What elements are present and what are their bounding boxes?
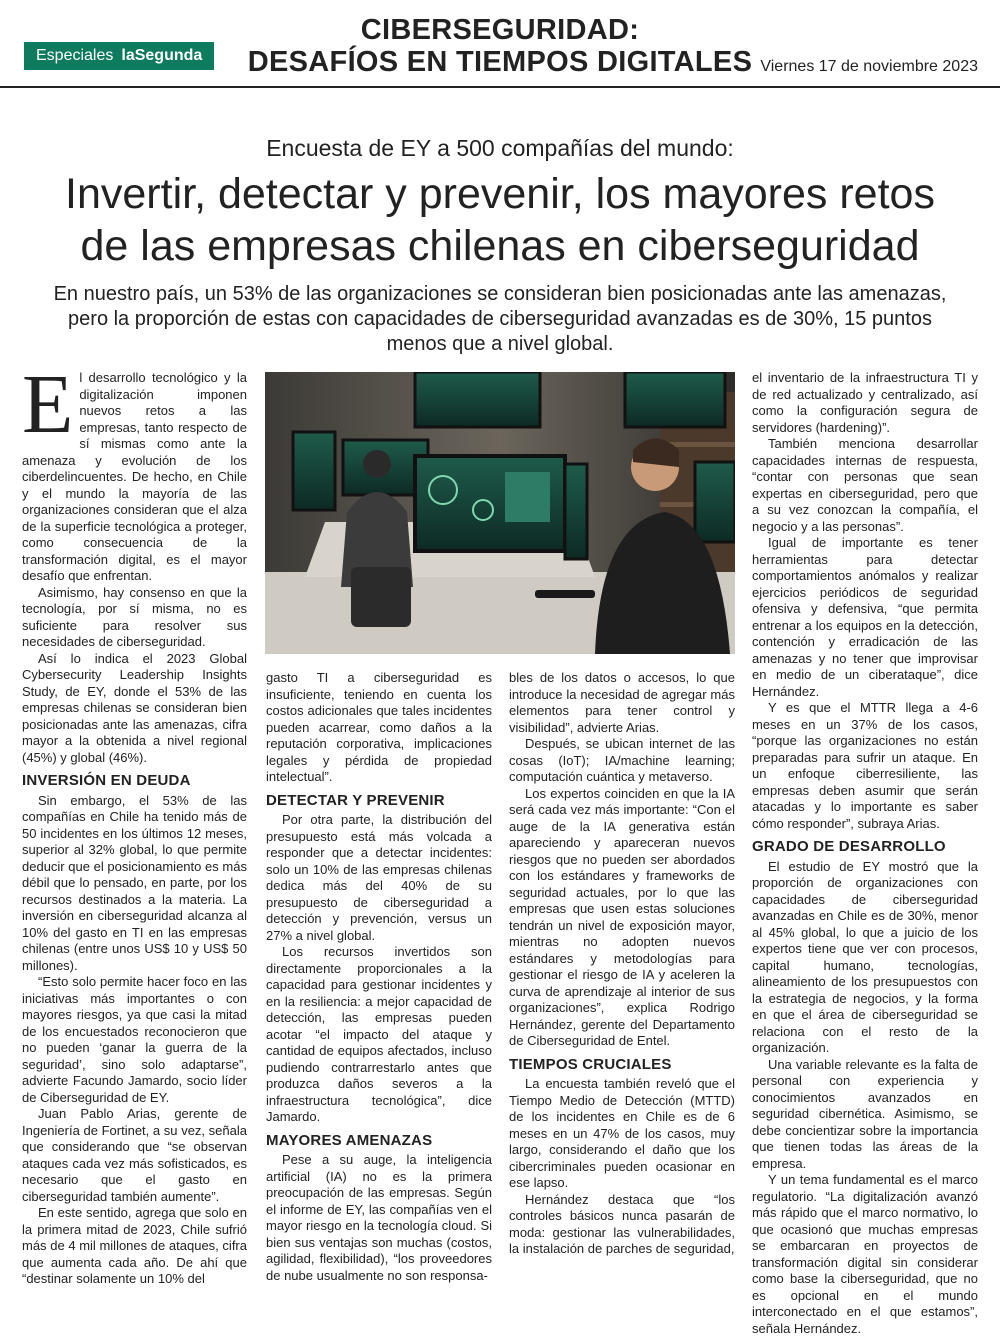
section-title-line2: DESAFÍOS EN TIEMPOS DIGITALES bbox=[247, 46, 753, 78]
article-column-4 bbox=[752, 370, 978, 1337]
article-photo bbox=[265, 372, 735, 654]
office-security-scene-illustration bbox=[265, 372, 735, 654]
paragraph: Por otra parte, la distribución del presupuesto está más volcada a responder que a detectar incidentes: solo un 10% de las empresas chilenas dedica más del 40% de su presupuesto de ciberseguridad a detección y prevención, versus un 27% a nivel global. bbox=[266, 812, 492, 943]
brand-prefix: Especiales bbox=[36, 47, 114, 64]
paragraph: Pese a su auge, la inteligencia artificial (IA) no es la primera preocupación de las empresas. Según el informe de EY, las compañías ven el mayor riesgo en la tecnología cloud. Si bien sus ventajas son muchas (costos, agilidad, flexibilidad), “los proveedores de nube usualmente no son responsa- bbox=[266, 1152, 492, 1283]
paragraph: Así lo indica el 2023 Global Cybersecurity Leadership Insights Study, de EY, donde el 53% de las empresas chilenas se consideran bien posicionadas ante las amenazas, cifra mayor a la obtenida a nivel regional (45%) y global (46%). bbox=[22, 650, 247, 765]
paragraph: Juan Pablo Arias, gerente de Ingeniería de Fortinet, a su vez, señala que considerando que “se observan ataques cada vez más sofisticados, es necesario que el gasto en ciberseguridad también aumente”. bbox=[22, 1106, 247, 1204]
subheading-tiempos: TIEMPOS CRUCIALES bbox=[509, 1055, 672, 1073]
issue-date: Viernes 17 de noviembre 2023 bbox=[760, 58, 978, 75]
paragraph: El estudio de EY mostró que la proporción de organizaciones con capacidades de ciberseguridad avanzadas en Chile es de 30%, menor al 45% global, lo que a juicio de los expertos tiene que ver con procesos, capital humano, tecnologías, alineamiento de los presupuestos con la estrategia de negocios, y la forma en que el área de ciberseguridad se relaciona con el resto de la organización. bbox=[752, 858, 978, 1055]
drop-cap: E bbox=[22, 358, 74, 451]
brand-badge[interactable] bbox=[24, 42, 214, 70]
paragraph: Los expertos coinciden en que la IA será cada vez más importante: “Con el auge de la IA generativa están apareciendo y apareceran nuevos riesgos que no pueden ser abordados con los estándares y frameworks de seguridad actuales, por lo que las empresas que usen estas soluciones tendrán un nivel de exposición mayor, mientras no adopten nuevos estándares y metodologías para gestionar el riesgo de IA y aceleren la curva de aprendizaje al interior de sus organizaciones”, explica Rodrigo Hernández, gerente del Departamento de Ciberseguridad de Entel. bbox=[509, 785, 735, 1048]
article-column-3 bbox=[509, 670, 735, 1258]
paragraph: Sin embargo, el 53% de las compañías en Chile ha tenido más de 50 incidentes en los últimos 12 meses, superior al 32% global, lo que permite deducir que el posicionamiento es más débil que lo pensado, en parte, por los recursos destinados a la materia. La inversión en ciberseguridad alcanza al 10% del gasto en TI en las empresas chilenas (entre unos US$ 10 y US$ 50 millones). bbox=[22, 792, 247, 973]
brand-name: laSegunda bbox=[121, 47, 203, 64]
paragraph: Después, se ubican internet de las cosas (IoT); IA/machine learning; computación cuántica y metaverso. bbox=[509, 736, 735, 784]
paragraph: Hernández destaca que “los controles básicos nunca pasarán de moda: gestionar las vulnerabilidades, la instalación de parches de seguridad, bbox=[509, 1191, 735, 1256]
article-kicker: Encuesta de EY a 500 compañías del mundo: bbox=[266, 135, 734, 161]
paragraph: gasto TI a ciberseguridad es insuficiente, teniendo en cuenta los costos adicionales que tales incidentes pueden acarrear, como daños a la reputación corporativa, implicaciones legales y pérdida de propiedad intelectual”. bbox=[266, 670, 492, 784]
subheading-grado: GRADO DE DESARROLLO bbox=[752, 838, 946, 855]
paragraph: el inventario de la infraestructura TI y de red actualizado y centralizado, así como la configuración segura de servidores (hardening)”. bbox=[752, 370, 978, 435]
subheading-inversion: INVERSIÓN EN DEUDA bbox=[22, 772, 191, 789]
article-column-1 bbox=[22, 358, 247, 1288]
subheading-detectar: DETECTAR Y PREVENIR bbox=[266, 791, 445, 809]
paragraph: También menciona desarrollar capacidades internas de respuesta, “contar con personas que sean expertas en ciberseguridad, pero que a su vez conozcan la compañía, el negocio y a las personas”. bbox=[752, 436, 978, 534]
paragraph: En este sentido, agrega que solo en la primera mitad de 2023, Chile sufrió más de 4 mil millones de ataques, cifra que aumenta cada año. De ahí que “destinar solamente un 10% del bbox=[22, 1205, 247, 1286]
article-column-2 bbox=[266, 670, 492, 1284]
subheading-amenazas: MAYORES AMENAZAS bbox=[266, 1131, 433, 1149]
paragraph: La encuesta también reveló que el Tiempo Medio de Detección (MTTD) de los incidentes en Chile es de 6 meses en un 47% de los casos, muy largo, considerando el daño que los cibercriminales pueden ocasionar en ese lapso. bbox=[509, 1076, 735, 1190]
paragraph: Los recursos invertidos son directamente proporcionales a la capacidad para gestionar incidentes y en la resiliencia: a mejor capacidad de detección, las empresas pueden acotar “el impacto del ataque y cantidad de equipos afectados, incluso pudiendo contrarrestarlo antes que produzca daños severos a la infraestructura tecnológica”, dice Jamardo. bbox=[266, 944, 492, 1124]
paragraph: l desarrollo tecnológico y la digitalización imponen nuevos retos a las empresas, tanto respecto de sí mismas como ante la amenaza y evolución de los ciberdelincuentes. De hecho, en Chile y el mundo la mayoría de las organizaciones consideran que el alza de la superficie tecnológica a proteger, como consecuencia de la transformación digital, es el mayor desafío que enfrentan. bbox=[22, 370, 247, 583]
article-deck: En nuestro país, un 53% de las organizaciones se consideran bien posicionadas ante las amenazas, pero la proporción de estas con capacidades de ciberseguridad avanzadas es de 30%, 15 puntos menos que a nivel global. bbox=[53, 283, 947, 355]
headline-line2: de las empresas chilenas en ciberseguridad bbox=[80, 222, 920, 270]
paragraph: bles de los datos o accesos, lo que introduce la necesidad de agregar más elementos para tener control y visibilidad”, advierte Arias. bbox=[509, 670, 735, 735]
paragraph: Una variable relevante es la falta de personal con experiencia y conocimientos avanzados en seguridad cibernética. Asimismo, se debe concientizar sobre la importancia que tienen todas las áreas de la empresa. bbox=[752, 1056, 978, 1171]
paragraph: “Esto solo permite hacer foco en las iniciativas más importantes o con mayores riesgos, ya que casi la mitad de los encuestados reconocieron que no pueden ‘ganar la guerra de la seguridad’, sino solo adaptarse”, advierte Facundo Jamardo, socio líder de Ciberseguridad de EY. bbox=[22, 974, 247, 1105]
headline-line1: Invertir, detectar y prevenir, los mayores retos bbox=[65, 170, 935, 218]
paragraph: Y un tema fundamental es el marco regulatorio. “La digitalización avanzó más rápido que el marco normativo, lo que ocasionó que muchas empresas se embarcaran en proyectos de transformación digital sin considerar como base la ciberseguridad, que no es opcional en el mundo interconectado en el que estamos”, señala Hernández. bbox=[752, 1172, 978, 1336]
section-title-line1: CIBERSEGURIDAD: bbox=[360, 14, 640, 46]
page-header bbox=[0, 0, 1000, 88]
paragraph: Asimismo, hay consenso en que la tecnología, por sí misma, no es suficiente para resolver sus necesidades de ciberseguridad. bbox=[22, 584, 247, 649]
paragraph: Igual de importante es tener herramientas para detectar comportamientos anómalos y realizar ejercicios periódicos de seguridad ofensiva y defensiva, “que permita entrenar a los equipos en la detección, contención y erradicación de las amenazas y no tener que improvisar en medio de un ciberataque”, dice Hernández. bbox=[752, 535, 978, 699]
paragraph: Y es que el MTTR llega a 4-6 meses en un 37% de los casos, “porque las organizaciones no están preparadas para sufrir un ataque. En un enfoque ciberresiliente, las empresas deben asumir que serán atacadas y lo importante es saber cómo responder”, subraya Arias. bbox=[752, 700, 978, 831]
